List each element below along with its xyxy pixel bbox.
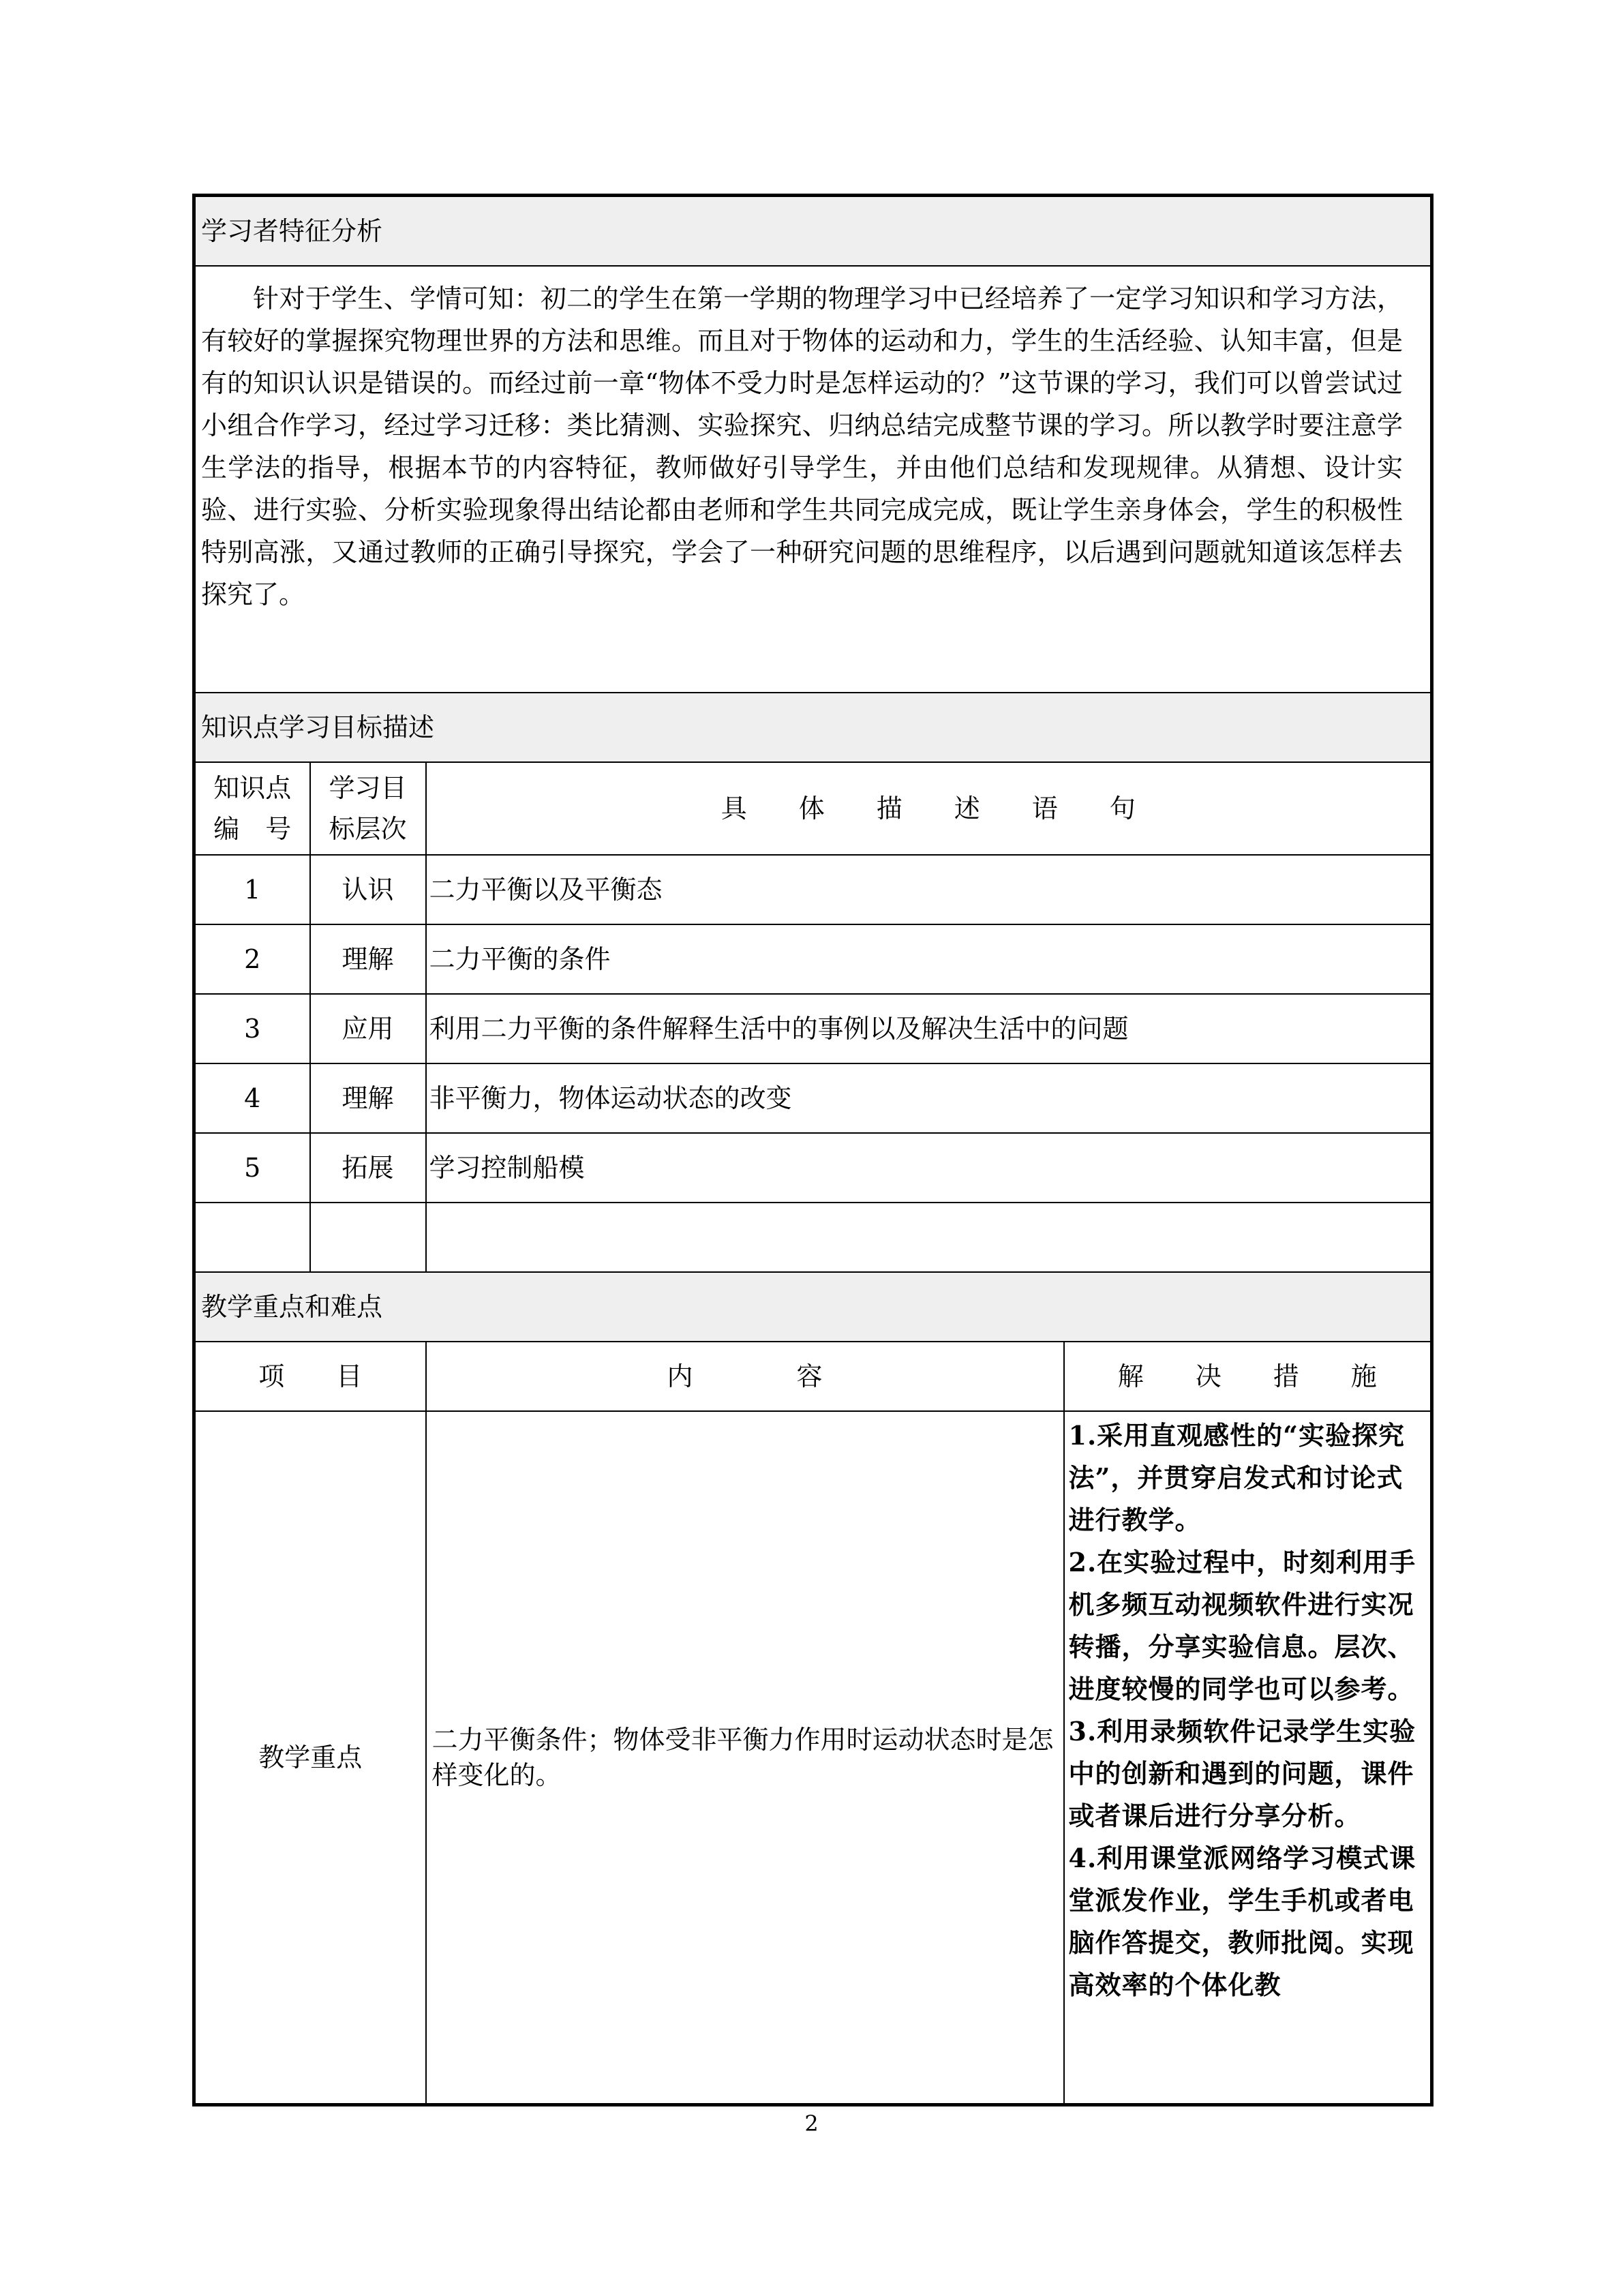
objective-no: 1 [194, 855, 310, 924]
learner-analysis-row [194, 266, 1432, 693]
section-title: 学习者特征分析 [194, 196, 1432, 267]
header-content: 内 容 [426, 1342, 1064, 1411]
measure-item: 2.在实验过程中，时刻利用手机多频互动视频软件进行实况转播，分享实验信息。层次、进度较慢的同学也可以参考。 [1068, 1547, 1416, 1704]
objective-no: 3 [194, 994, 310, 1063]
keypoint-content: 二力平衡条件；物体受非平衡力作用时运动状态时是怎样变化的。 [426, 1411, 1064, 2105]
objective-desc: 二力平衡的条件 [426, 924, 1432, 994]
objective-level: 理解 [310, 1063, 426, 1133]
header-line: 编 号 [213, 814, 292, 844]
objective-desc: 学习控制船模 [426, 1133, 1432, 1203]
header-objective-level [310, 762, 426, 855]
table-row [194, 1133, 1432, 1203]
objective-desc [426, 1203, 1432, 1272]
objective-desc: 利用二力平衡的条件解释生活中的事例以及解决生活中的问题 [426, 994, 1432, 1063]
learner-analysis-paragraph: 针对于学生、学情可知：初二的学生在第一学期的物理学习中已经培养了一定学习知识和学习方法，有较好的掌握探究物理世界的方法和思维。而且对于物体的运动和力，学生的生活经验、认知丰富，但是有的知识认识是错误的。而经过前一章“物体不受力时是怎样运动的？”这节课的学习，我们可以曾尝试过小组合作学习，经过学习迁移：类比猜测、实验探究、归纳总结完成整节课的学习。所以教学时要注意学生学法的指导，根据本节的内容特征，教师做好引导学生，并由他们总结和发现规律。从猜想、设计实验、进行实验、分析实验现象得出结论都由老师和学生共同完成完成，既让学生亲身体会，学生的积极性特别高涨，又通过教师的正确引导探究，学会了一种研究问题的思维程序，以后遇到问题就知道该怎样去探究了。 [201, 284, 1404, 609]
header-line: 知识点 [213, 773, 292, 803]
table-row [194, 855, 1432, 924]
objective-level: 拓展 [310, 1133, 426, 1203]
table-row [194, 924, 1432, 994]
keypoint-measures [1064, 1411, 1432, 2105]
header-description: 具 体 描 述 语 句 [426, 762, 1432, 855]
objective-level: 理解 [310, 924, 426, 994]
page-number: 2 [804, 2111, 819, 2136]
header-item: 项 目 [194, 1342, 426, 1411]
measure-item: 1.采用直观感性的“实验探究法”，并贯穿启发式和讨论式进行教学。 [1068, 1420, 1406, 1535]
lesson-plan-table [192, 194, 1434, 2106]
objective-desc: 非平衡力，物体运动状态的改变 [426, 1063, 1432, 1133]
header-line: 学习目 [329, 773, 407, 803]
table-row [194, 1063, 1432, 1133]
objective-level: 认识 [310, 855, 426, 924]
objective-no: 5 [194, 1133, 310, 1203]
objective-no: 2 [194, 924, 310, 994]
keypoints-header-row [194, 1342, 1432, 1411]
measure-item: 4.利用课堂派网络学习模式课堂派发作业，学生手机或者电脑作答提交，教师批阅。实现高效率的个体化教 [1068, 1843, 1416, 2000]
section-header-keypoints [194, 1272, 1432, 1342]
objective-level: 应用 [310, 994, 426, 1063]
section-title: 教学重点和难点 [194, 1272, 1432, 1342]
header-knowledge-no [194, 762, 310, 855]
header-line: 标层次 [329, 814, 407, 844]
learner-analysis-cell [194, 266, 1432, 693]
table-row [194, 994, 1432, 1063]
table-row-empty [194, 1203, 1432, 1272]
objective-no: 4 [194, 1063, 310, 1133]
objective-no [194, 1203, 310, 1272]
keypoints-row [194, 1411, 1432, 2105]
section-title: 知识点学习目标描述 [194, 693, 1432, 762]
objective-level [310, 1203, 426, 1272]
section-header-learner [194, 196, 1432, 267]
header-measures: 解 决 措 施 [1064, 1342, 1432, 1411]
measure-item: 3.利用录频软件记录学生实验中的创新和遇到的问题，课件或者课后进行分享分析。 [1068, 1716, 1416, 1831]
keypoint-item: 教学重点 [194, 1411, 426, 2105]
objectives-header-row [194, 762, 1432, 855]
section-header-objectives [194, 693, 1432, 762]
objective-desc: 二力平衡以及平衡态 [426, 855, 1432, 924]
